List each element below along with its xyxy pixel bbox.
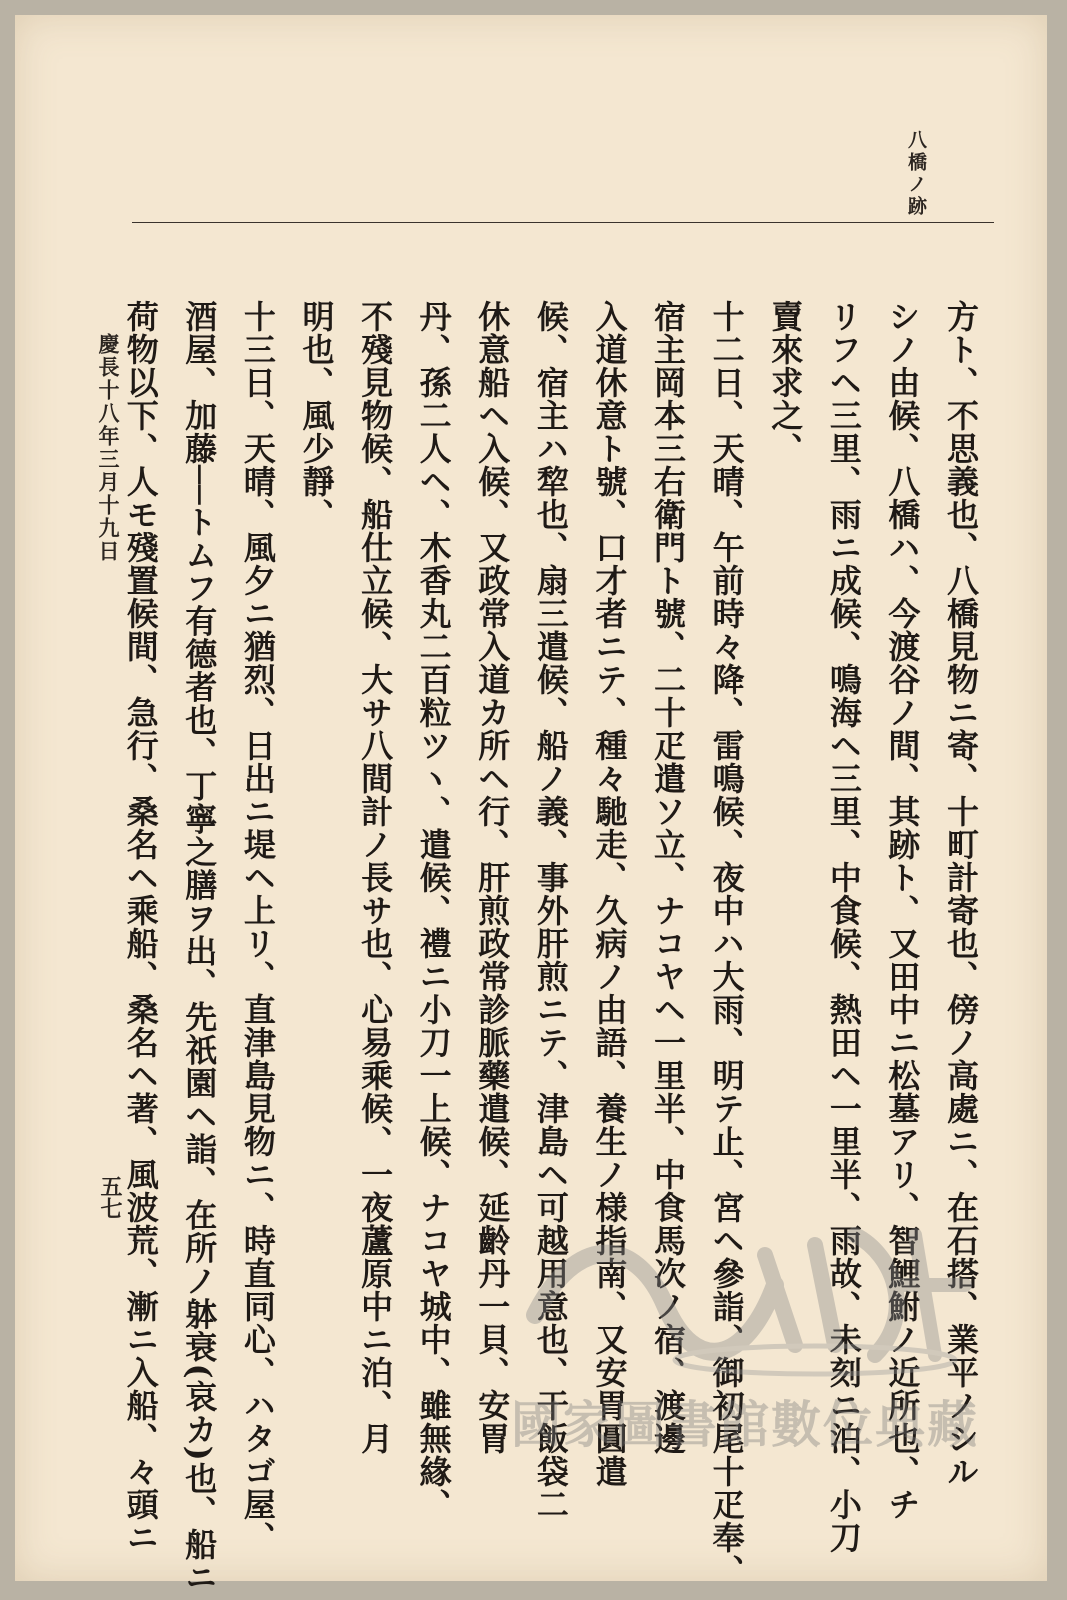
text-column: 方ト、不思義也、八橋見物ニ寄、十町計寄也、傍ノ高處ニ、在石搭、業平ノシル bbox=[942, 300, 980, 1488]
text-column: 賣來求之、 bbox=[766, 300, 805, 465]
text-column: 丹、孫二人ヘ、木香丸二百粒ツヽ、遣候、禮ニ小刀一上候、ナコヤ城中、雖無緣、 bbox=[414, 300, 453, 1521]
text-column: 休意船ヘ入候、又政常入道カ所ヘ行、肝煎政常診脈藥遣候、延齡丹一貝、安胃 bbox=[473, 300, 512, 1455]
running-title: 八橋ノ跡 bbox=[905, 130, 927, 218]
text-column: 宿主岡本三右衛門ト號、二十疋遣ソ立、ナコヤヘ一里半、中食馬次ノ宿、渡邊 bbox=[649, 300, 688, 1455]
body-text bbox=[121, 300, 990, 1594]
text-column: 入道休意ト號、口才者ニテ、種々馳走、久病ノ由語、養生ノ様指南、又安胃圓遣 bbox=[590, 300, 629, 1488]
book-page bbox=[15, 15, 1047, 1594]
text-column: リフヘ三里、雨ニ成候、鳴海ヘ三里、中食候、熱田ヘ一里半、雨故、未刻ニ泊、小刀 bbox=[824, 300, 863, 1554]
text-column: シノ由候、八橋ハ、今渡谷ノ間、其跡ト、又田中ニ松墓アリ、智鯉鮒ノ近所也、チ bbox=[883, 300, 922, 1521]
header-rule bbox=[132, 222, 994, 223]
page-number: 五七 bbox=[97, 1175, 123, 1219]
text-column: 候、宿主ハ犂也、扇三遣候、船ノ義、事外肝煎ニテ、津島ヘ可越用意也、干飯袋二 bbox=[531, 300, 570, 1521]
watermark-institution: 國家圖書館數位典藏 bbox=[511, 1396, 979, 1454]
text-column: 酒屋、加藤──トムフ有德者也、丁寧之膳ヲ出、先祇園ヘ詣、在所ノ躰衰(哀カ)也、船ニ bbox=[180, 300, 219, 1594]
footer-date: 慶長十八年三月十九日 bbox=[96, 333, 121, 563]
text-column: 不殘見物候、船仕立候、大サ八間計ノ長サ也、心易乘候、一夜蘆原中ニ泊、月 bbox=[356, 300, 395, 1455]
text-column: 明也、風少靜、 bbox=[297, 300, 336, 531]
text-column: 荷物以下、人モ殘置候間、急行、桑名ヘ乘船、桑名ヘ著、風波荒、漸ニ入船、々頭ニ bbox=[121, 300, 160, 1554]
text-column: 十二日、天晴、午前時々降、雷鳴候、夜中ハ大雨、明テ止、宮ヘ參詣、御初尾十疋奉、 bbox=[707, 300, 746, 1587]
text-column: 十三日、天晴、風夕ニ猶烈、日出ニ堤ヘ上リ、直津島見物ニ、時直同心、ハタゴ屋、 bbox=[238, 300, 277, 1554]
